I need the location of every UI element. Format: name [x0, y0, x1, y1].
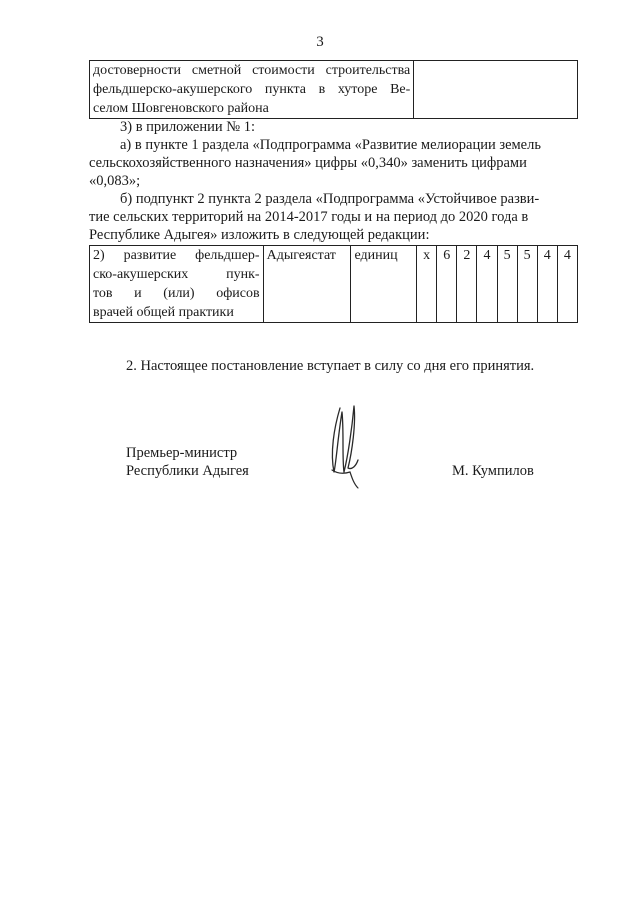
- paragraph-b-line: тие сельских территорий на 2014-2017 годы и на период до 2020 года в: [89, 209, 529, 225]
- table-cell-line: 2) развитие фельдшер-: [93, 248, 260, 263]
- table-cell-value: 4: [537, 246, 557, 323]
- table-cell-indicator-name: [90, 246, 264, 323]
- closing-paragraph: 2. Настоящее постановление вступает в силу со дня его принятия.: [126, 358, 535, 374]
- paragraph-b-line: б) подпункт 2 пункта 2 раздела «Подпрограмма «Устойчивое разви-: [120, 191, 540, 207]
- table-cell-unit: единиц: [351, 246, 417, 323]
- program-row-table: [89, 245, 578, 323]
- continuation-table: [89, 60, 578, 119]
- signatory-title: [126, 444, 249, 480]
- paragraph-a-line: сельскохозяйственного назначения» цифры «0,340» заменить цифрами: [89, 155, 527, 171]
- table-cell-description: [90, 61, 414, 119]
- table-row: [90, 246, 578, 323]
- table-cell-line: фельдшерско-акушерского пункта в хуторе Ве-: [93, 82, 411, 97]
- table-cell-agency: Адыгеястат: [263, 246, 351, 323]
- paragraph-item-3: 3) в приложении № 1:: [120, 119, 255, 135]
- paragraph-a-line: а) в пункте 1 раздела «Подпрограмма «Развитие мелиорации земель: [120, 137, 541, 153]
- signatory-name: М. Кумпилов: [452, 463, 534, 479]
- paragraph-a-line: «0,083»;: [89, 173, 141, 189]
- table-row: [90, 61, 578, 119]
- table-cell-line: ско-акушерских пунк-: [93, 267, 260, 282]
- table-cell-empty: [414, 61, 578, 119]
- signatory-title-line: Республики Адыгея: [126, 463, 249, 479]
- handwritten-signature-icon: [318, 398, 368, 490]
- table-cell-value: 5: [497, 246, 517, 323]
- table-cell-line: врачей общей практики: [93, 305, 234, 320]
- signatory-title-line: Премьер-министр: [126, 445, 238, 461]
- table-cell-value: 5: [517, 246, 537, 323]
- table-cell-value: х: [417, 246, 437, 323]
- table-cell-value: 6: [437, 246, 457, 323]
- table-cell-line: тов и (или) офисов: [93, 286, 260, 301]
- table-cell-value: 4: [477, 246, 497, 323]
- table-cell-line: достоверности сметной стоимости строительства: [93, 63, 411, 78]
- page-number: 3: [316, 34, 324, 50]
- table-cell-line: селом Шовгеновского района: [93, 101, 269, 116]
- paragraph-b-line: Республике Адыгея» изложить в следующей редакции:: [89, 227, 430, 243]
- table-cell-value: 2: [457, 246, 477, 323]
- table-cell-value: 4: [557, 246, 577, 323]
